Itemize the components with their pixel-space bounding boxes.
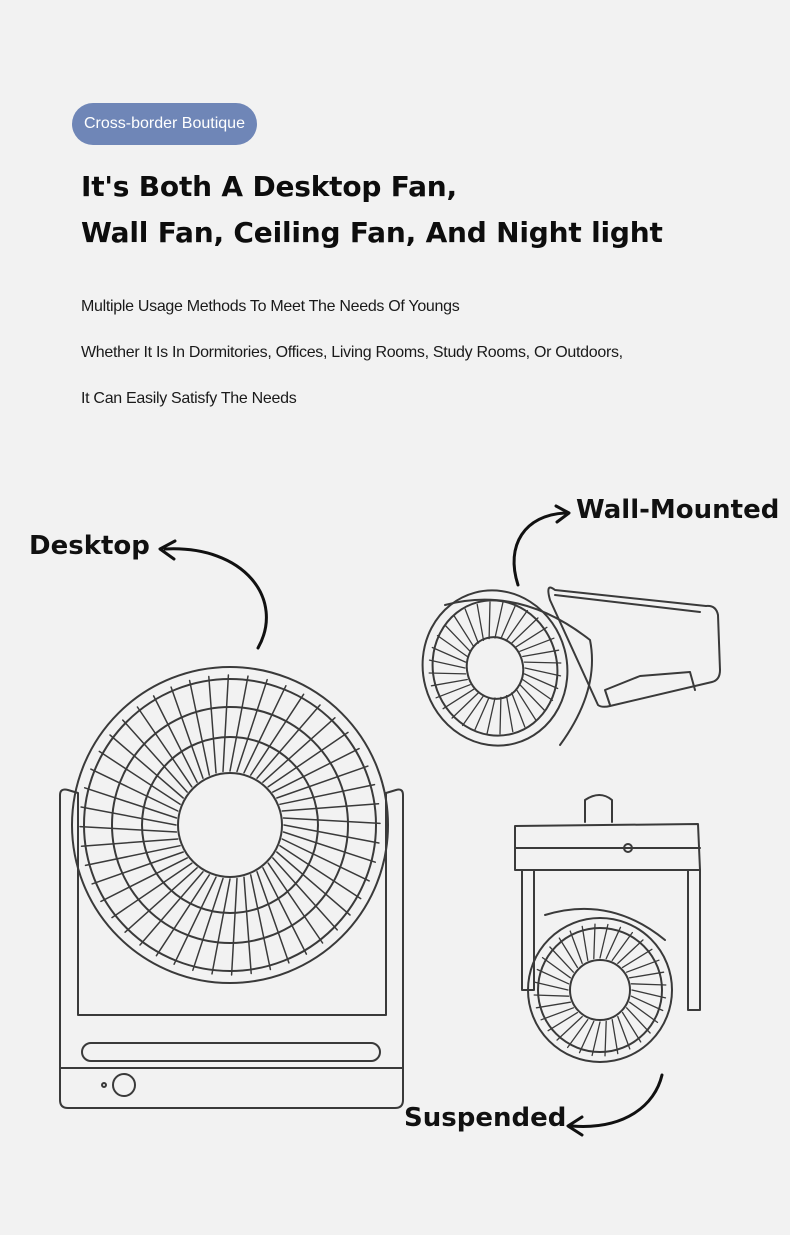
desktop-fan-drawing	[60, 667, 403, 1108]
label-desktop: Desktop	[29, 531, 150, 561]
label-wall-mounted: Wall-Mounted	[576, 495, 780, 525]
wall-mounted-arrow	[514, 506, 569, 585]
headline-line-2: Wall Fan, Ceiling Fan, And Night light	[81, 216, 663, 249]
description-line-2: Whether It Is In Dormitories, Offices, Living Rooms, Study Rooms, Or Outdoors,	[81, 344, 623, 361]
category-badge: Cross-border Boutique	[72, 103, 257, 145]
label-suspended: Suspended	[404, 1103, 567, 1133]
description-line-3: It Can Easily Satisfy The Needs	[81, 390, 297, 407]
headline-line-1: It's Both A Desktop Fan,	[81, 170, 457, 203]
wall-mounted-fan-drawing	[405, 574, 720, 762]
description-line-1: Multiple Usage Methods To Meet The Needs Of Youngs	[81, 298, 460, 315]
suspended-arrow	[568, 1075, 662, 1135]
desktop-arrow	[160, 541, 266, 648]
suspended-fan-drawing	[515, 795, 700, 1062]
